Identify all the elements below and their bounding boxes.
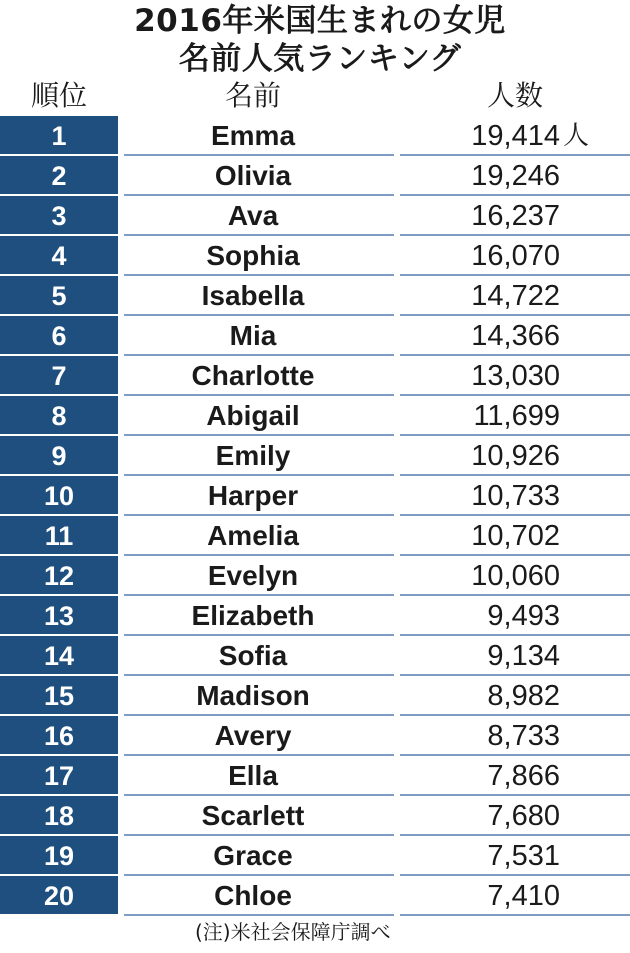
rank-cell: 18 (0, 796, 118, 836)
count-cell: 10,060 (471, 560, 560, 592)
name-cell: Madison (196, 680, 310, 711)
count-cell: 7,531 (487, 840, 560, 872)
name-cell: Amelia (207, 520, 299, 551)
table-row (0, 396, 630, 436)
name-cell: Sofia (218, 640, 288, 671)
table-row (0, 596, 630, 636)
count-cell: 9,134 (487, 640, 560, 672)
table-row (0, 516, 630, 556)
name-cell: Grace (213, 840, 293, 871)
table-row (0, 316, 630, 356)
name-cell: Charlotte (191, 360, 315, 391)
page-title (60, 2, 580, 78)
count-cell: 10,926 (471, 440, 560, 472)
name-cell: Avery (214, 720, 292, 751)
table-row (0, 836, 630, 876)
count-cell: 7,680 (487, 800, 560, 832)
rank-cell: 20 (0, 876, 118, 916)
table-row (0, 556, 630, 596)
table-row (0, 436, 630, 476)
rank-cell: 10 (0, 476, 118, 516)
rank-cell: 17 (0, 756, 118, 796)
rank-cell: 2 (0, 156, 118, 196)
row-rule (400, 914, 630, 916)
row-rule (124, 914, 394, 916)
table-row (0, 636, 630, 676)
table-row (0, 156, 630, 196)
table-row (0, 756, 630, 796)
table-row (0, 716, 630, 756)
table-row (0, 796, 630, 836)
rank-cell: 3 (0, 196, 118, 236)
rank-cell: 6 (0, 316, 118, 356)
ranking-table (0, 116, 630, 916)
table-row (0, 876, 630, 916)
name-cell: Ella (228, 760, 278, 791)
count-cell: 14,366 (471, 320, 560, 352)
rank-cell: 9 (0, 436, 118, 476)
count-unit: 人 (563, 121, 590, 151)
name-cell: Emily (215, 440, 291, 471)
rank-cell: 8 (0, 396, 118, 436)
name-cell: Elizabeth (191, 600, 315, 631)
rank-cell: 7 (0, 356, 118, 396)
rank-cell: 1 (0, 116, 118, 156)
rank-cell: 11 (0, 516, 118, 556)
rank-cell: 5 (0, 276, 118, 316)
name-cell: Ava (227, 200, 279, 231)
table-row (0, 276, 630, 316)
title-line-1: 2016年米国生まれの女児 (134, 3, 506, 39)
count-cell: 19,246 (471, 160, 560, 192)
rank-cell: 19 (0, 836, 118, 876)
table-row (0, 476, 630, 516)
count-cell: 10,733 (471, 480, 560, 512)
count-cell: 11,699 (473, 400, 560, 432)
name-cell: Abigail (206, 400, 300, 431)
table-row (0, 196, 630, 236)
count-cell: 14,722 (471, 280, 560, 312)
table-row (0, 676, 630, 716)
title-line-2: 名前人気ランキング (178, 41, 462, 77)
rank-cell: 16 (0, 716, 118, 756)
name-cell: Emma (210, 120, 296, 151)
name-cell: Mia (229, 320, 277, 351)
count-cell: 9,493 (487, 600, 560, 632)
name-cell: Evelyn (207, 560, 299, 591)
name-cell: Harper (207, 480, 299, 511)
name-cell: Scarlett (201, 800, 305, 831)
rank-cell: 12 (0, 556, 118, 596)
table-row (0, 236, 630, 276)
source-note: (注)米社会保障庁調べ (195, 920, 391, 944)
name-cell: Sophia (206, 240, 300, 271)
column-header-rank: 順位 (30, 79, 87, 112)
count-cell: 7,866 (487, 760, 560, 792)
table-row (0, 116, 630, 156)
name-cell: Chloe (214, 880, 292, 911)
table-row (0, 356, 630, 396)
rank-cell: 4 (0, 236, 118, 276)
rank-cell: 14 (0, 636, 118, 676)
name-cell: Isabella (201, 280, 305, 311)
count-cell: 19,414 (471, 120, 560, 152)
count-cell: 16,237 (471, 200, 560, 232)
rank-cell: 15 (0, 676, 118, 716)
name-cell: Olivia (214, 160, 292, 191)
count-cell: 13,030 (471, 360, 560, 392)
column-header-name: 名前 (224, 79, 281, 112)
count-cell: 10,702 (471, 520, 560, 552)
count-cell: 8,733 (487, 720, 560, 752)
count-cell: 16,070 (471, 240, 560, 272)
rank-cell: 13 (0, 596, 118, 636)
count-cell: 8,982 (487, 680, 560, 712)
column-header-count: 人数 (486, 79, 543, 112)
count-cell: 7,410 (487, 880, 560, 912)
